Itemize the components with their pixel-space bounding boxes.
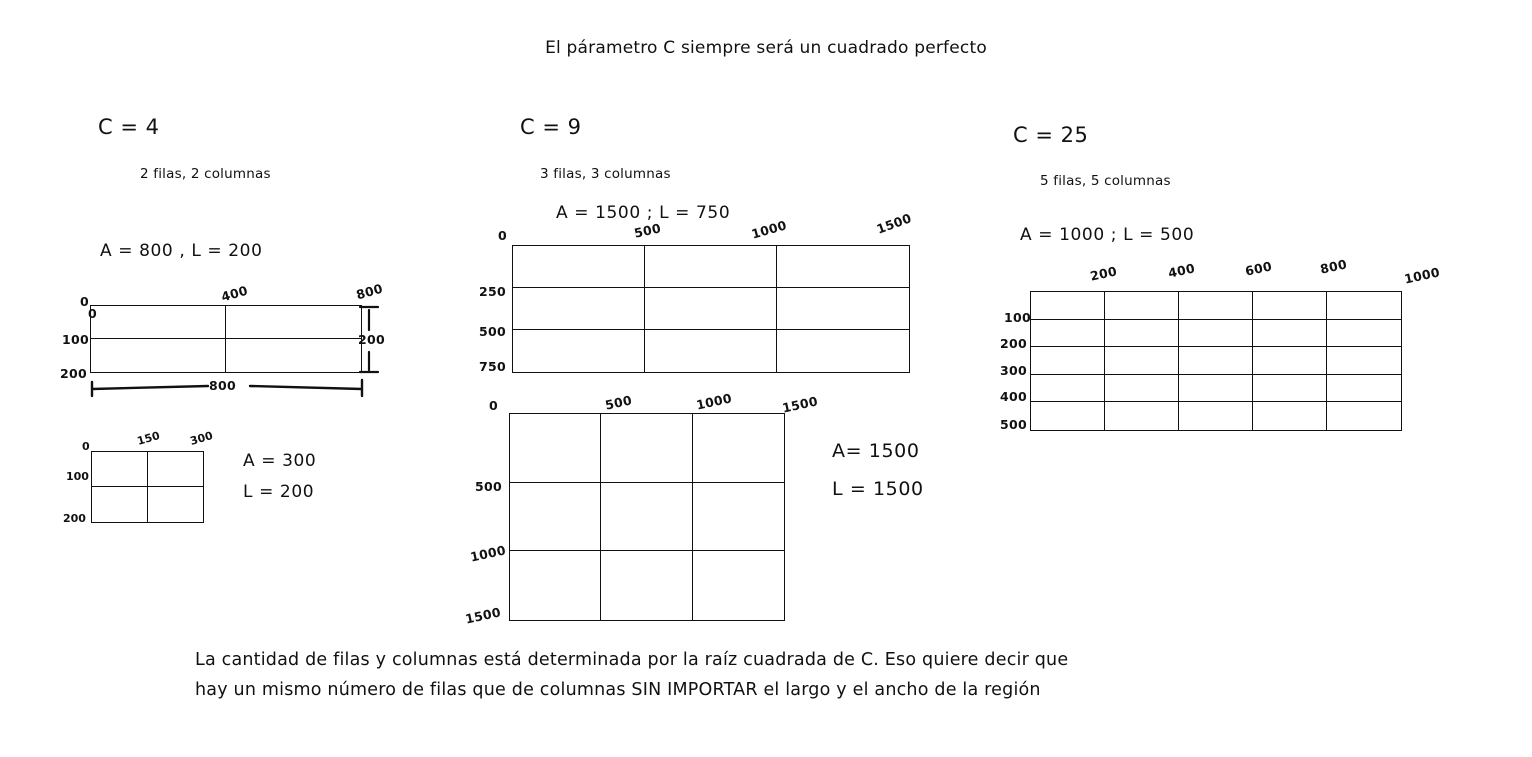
grid-c25-grid1 [1030, 291, 1402, 431]
grid-cell [92, 452, 148, 487]
grid-cell [601, 551, 692, 620]
grid-cell [1179, 320, 1253, 348]
xtick-c4-g2-1-text: 150 [135, 429, 162, 448]
xtick-c9-g2-3-text: 1500 [780, 393, 820, 416]
section-label-c9: C = 9 [520, 115, 582, 139]
xtick-c4-g2-2 [188, 429, 215, 448]
grid-cell [1105, 402, 1179, 430]
xtick-c9-g2-1-text: 500 [603, 392, 634, 413]
grid-cell [513, 330, 645, 372]
xtick-c25-1 [1166, 260, 1197, 281]
grid-cell [1253, 402, 1327, 430]
grid-cell [1105, 292, 1179, 320]
grid-cell [1031, 402, 1105, 430]
xtick-c25-3-text: 800 [1318, 256, 1349, 277]
grid-cell [693, 414, 784, 483]
grid-cell [510, 551, 601, 620]
grid-cell [1031, 347, 1105, 375]
ytick-c25-0: 100 [1004, 310, 1031, 325]
ytick-c9-g2-2 [468, 542, 508, 565]
section-label-c4: C = 4 [98, 115, 160, 139]
grid-cell [1327, 402, 1401, 430]
xtick-c9-g2-3 [780, 393, 820, 416]
grid-cell [1327, 320, 1401, 348]
section-label-c25: C = 25 [1013, 123, 1089, 147]
section-sublabel-c4: 2 filas, 2 columnas [140, 166, 271, 182]
xtick-c25-3 [1318, 256, 1349, 277]
dim-height-c4-g1: 200 [358, 332, 385, 347]
grid-cell [1327, 375, 1401, 403]
grid-cell [777, 330, 909, 372]
grid-cell [693, 483, 784, 552]
grid-cell [601, 483, 692, 552]
xtick-c25-2 [1243, 258, 1274, 279]
grid-cell [1253, 320, 1327, 348]
grid-cell [1031, 320, 1105, 348]
grid-cell [1253, 375, 1327, 403]
section-sublabel-c9: 3 filas, 3 columnas [540, 166, 671, 182]
grid-cell [1179, 292, 1253, 320]
caption-line-1: La cantidad de filas y columnas está determinada por la raíz cuadrada de C. Eso quiere decir que [195, 650, 1069, 670]
grid-cell [148, 487, 204, 522]
ytick-c4-g2-2: 200 [63, 512, 86, 525]
ytick-c9-g2-3 [463, 604, 503, 627]
grid-cell [1179, 402, 1253, 430]
ytick-c4-g1-2: 200 [60, 366, 87, 381]
xtick-c9-g2-2-text: 1000 [694, 390, 734, 413]
xtick-c4-g2-2-text: 300 [188, 429, 215, 448]
page-caption [195, 645, 1345, 705]
xtick-c4-g1-1-text: 400 [219, 282, 250, 305]
grid-cell [1253, 292, 1327, 320]
grid-cell [510, 414, 601, 483]
side-label-c4-g2-l: L = 200 [243, 482, 315, 502]
grid-cell [1105, 347, 1179, 375]
xtick-c4-g2-1 [135, 429, 162, 448]
grid-c9-grid2 [509, 413, 785, 621]
grid-c9-grid1 [512, 245, 910, 373]
grid-cell [645, 330, 777, 372]
xtick-c9-g1-2-text: 1000 [749, 217, 789, 242]
xtick-c4-g1-0: 0 [80, 294, 89, 309]
grid-cell [513, 288, 645, 330]
grid-cell [1179, 347, 1253, 375]
ytick-c9-g1-2: 500 [479, 324, 506, 339]
grid-cell [777, 246, 909, 288]
ytick-c4-g1-0: 0 [88, 306, 97, 321]
ytick-c9-g2-1: 500 [475, 479, 502, 494]
page-title: El párametro C siempre será un cuadrado perfecto [545, 38, 987, 58]
equation-c9-grid1: A = 1500 ; L = 750 [556, 203, 731, 223]
grid-cell [1179, 375, 1253, 403]
xtick-c25-0 [1088, 263, 1119, 284]
ytick-c25-4: 500 [1000, 417, 1027, 432]
xtick-c9-g1-3 [874, 210, 914, 237]
side-label-c9-g2-l: L = 1500 [832, 478, 924, 500]
dim-width-c4-g1: 800 [209, 378, 236, 393]
grid-cell [645, 246, 777, 288]
grid-cell [645, 288, 777, 330]
equation-c25-grid1: A = 1000 ; L = 500 [1020, 225, 1195, 245]
xtick-c9-g1-1-text: 500 [632, 220, 663, 241]
grid-cell [510, 483, 601, 552]
xtick-c9-g1-1 [632, 220, 663, 241]
grid-cell [513, 246, 645, 288]
xtick-c9-g1-2 [749, 217, 789, 242]
xtick-c9-g2-2 [694, 390, 734, 413]
xtick-c25-4 [1402, 264, 1442, 287]
ytick-c9-g1-3: 750 [479, 359, 506, 374]
grid-c4-grid2 [91, 451, 204, 523]
xtick-c9-g2-0: 0 [489, 398, 498, 413]
ytick-c4-g1-1: 100 [62, 332, 89, 347]
equation-c4-grid1: A = 800 , L = 200 [100, 241, 263, 261]
grid-cell [601, 414, 692, 483]
xtick-c25-2-text: 600 [1243, 258, 1274, 279]
caption-line-2: hay un mismo número de filas que de columnas SIN IMPORTAR el largo y el ancho de la región [195, 680, 1041, 700]
xtick-c9-g1-0: 0 [498, 228, 507, 243]
side-label-c9-g2-a: A= 1500 [832, 440, 920, 462]
xtick-c9-g2-1 [603, 392, 634, 413]
side-label-c4-g2-a: A = 300 [243, 451, 317, 471]
grid-cell [92, 487, 148, 522]
grid-cell [777, 288, 909, 330]
ytick-c9-g2-3-text: 1500 [463, 604, 503, 627]
grid-cell [1031, 375, 1105, 403]
grid-cell [1327, 292, 1401, 320]
ytick-c9-g2-2-text: 1000 [468, 542, 508, 565]
ytick-c25-1: 200 [1000, 336, 1027, 351]
xtick-c25-4-text: 1000 [1402, 264, 1442, 287]
grid-cell [1105, 375, 1179, 403]
xtick-c4-g2-0: 0 [82, 440, 90, 453]
xtick-c25-0-text: 200 [1088, 263, 1119, 284]
ytick-c25-2: 300 [1000, 363, 1027, 378]
xtick-c25-1-text: 400 [1166, 260, 1197, 281]
grid-cell [148, 452, 204, 487]
grid-cell [693, 551, 784, 620]
xtick-c9-g1-3-text: 1500 [874, 210, 914, 237]
grid-cell [1253, 347, 1327, 375]
ytick-c25-3: 400 [1000, 389, 1027, 404]
section-sublabel-c25: 5 filas, 5 columnas [1040, 173, 1171, 189]
ytick-c9-g1-1: 250 [479, 284, 506, 299]
grid-cell [1105, 320, 1179, 348]
xtick-c4-g1-2-text: 800 [354, 280, 385, 303]
grid-cell [1031, 292, 1105, 320]
ytick-c4-g2-1: 100 [66, 470, 89, 483]
grid-cell [1327, 347, 1401, 375]
